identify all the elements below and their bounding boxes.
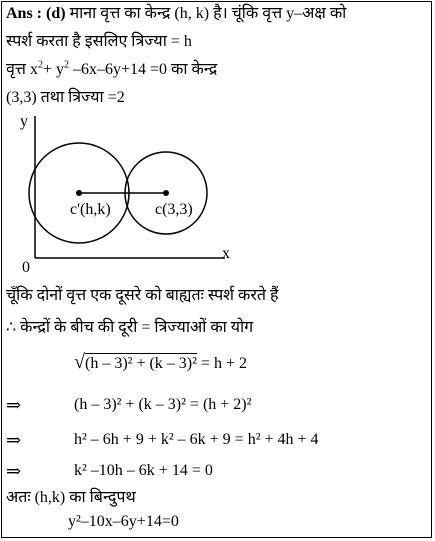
implies-symbol-3: ⇒ [6,461,22,481]
center-point-1 [76,190,82,196]
implies-symbol-2: ⇒ [6,430,22,450]
x-axis-label: x [222,245,230,262]
explanation-line-1: चूँकि दोनों वृत्त एक दूसरे को बाह्यतः स्पर्श करते हैं [6,287,279,304]
equation-1-rhs: = h + 2 [196,355,247,372]
center-2-label: c(3,3) [155,201,193,218]
y-axis-label: y [20,113,28,130]
answer-line-4: (3,3) तथा त्रिज्या =2 [6,89,125,106]
equation-1 [74,352,247,374]
explanation-line-2: ∴ केन्द्रों के बीच की दूरी = त्रिज्याओं का योग [6,319,254,336]
circle-eq-part-b: + y [42,61,64,78]
circle-eq-part-a: वृत्त x [6,61,38,78]
implies-symbol-1: ⇒ [6,395,22,415]
origin-label: 0 [22,259,30,275]
equation-3: h² – 6h + 9 + k² – 6k + 9 = h² + 4h + 4 [74,431,319,448]
center-point-2 [163,190,169,196]
tangent-circles-diagram [10,110,240,275]
locus-equation: y²–10x–6y+14=0 [68,513,179,530]
circle-eq-part-c: –6x–6y+14 =0 का केन्द्र [68,61,218,78]
superscript-2b: 2 [63,59,69,71]
sqrt-radicand: (h – 3)² + (k – 3)² [84,355,197,372]
sqrt-symbol: √ [74,351,85,373]
superscript-2: 2 [37,59,43,71]
center-1-label: c'(h,k) [70,201,111,218]
answer-prefix: Ans : (d) [6,5,66,22]
answer-line-2: स्पर्श करता है इसलिए त्रिज्या = h [6,33,192,50]
answer-line-1 [6,4,346,24]
conclusion-line-1: अतः (h,k) का बिन्दुपथ [6,489,136,506]
answer-text-1: माना वृत्त का केन्द्र (h, k) है। चूंकि वृत्त y–अक्ष को [65,5,347,22]
answer-line-3 [6,60,217,80]
equation-2: (h – 3)² + (k – 3)² = (h + 2)² [74,396,252,413]
equation-4: k² –10h – 6k + 14 = 0 [74,462,213,479]
